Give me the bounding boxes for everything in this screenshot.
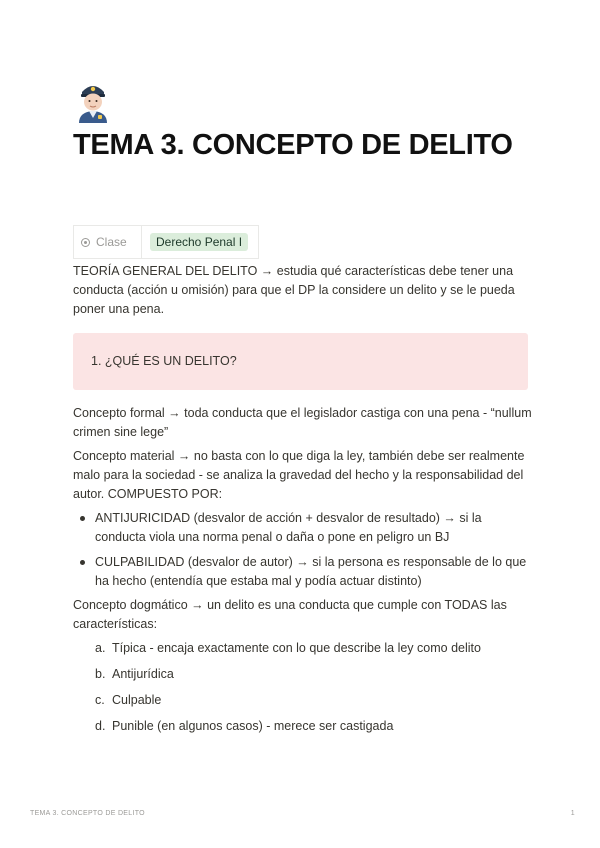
- list-item-text: Típica - encaja exactamente con lo que describe la ley como delito: [112, 641, 481, 655]
- select-circle-icon: [81, 238, 90, 247]
- bullet-list: [73, 509, 533, 597]
- clase-tag[interactable]: Derecho Penal I: [150, 233, 248, 251]
- list-item-text: Antijurídica: [112, 667, 174, 681]
- list-item-text: Punible (en algunos casos) - merece ser castigada: [112, 719, 394, 733]
- bullet-text: CULPABILIDAD (desvalor de autor) → si la persona es responsable de lo que ha hecho (entendía que estaba mal y podía actuar distinto): [95, 555, 527, 588]
- callout-block: [73, 333, 528, 390]
- callout-heading: 1. ¿QUÉ ES UN DELITO?: [91, 354, 237, 368]
- list-item-text: Culpable: [112, 693, 162, 707]
- concepto-formal-paragraph: Concepto formal → toda conducta que el legislador castiga con una pena - “nullum crimen sine lege”: [73, 406, 532, 439]
- list-item: [73, 553, 533, 591]
- list-marker: b.: [95, 667, 106, 681]
- bullet-icon: [80, 560, 85, 565]
- property-label: Clase: [96, 235, 127, 249]
- property-value-cell[interactable]: [142, 226, 258, 258]
- ordered-list: [73, 639, 533, 743]
- list-marker: c.: [95, 693, 105, 707]
- intro-paragraph: TEORÍA GENERAL DEL DELITO → estudia qué características debe tener una conducta (acción u omisión) para que el DP la considere un delito y se le pueda poner una pena.: [73, 264, 515, 316]
- footer-title: TEMA 3. CONCEPTO DE DELITO: [30, 810, 145, 817]
- property-name-cell: [74, 226, 142, 258]
- concepto-material-paragraph: Concepto material → no basta con lo que diga la ley, también debe ser realmente malo para la sociedad - se analiza la gravedad del hecho y la responsabilidad del autor. COMPUESTO POR:: [73, 449, 525, 501]
- list-marker: d.: [95, 719, 106, 733]
- list-item: [73, 509, 533, 547]
- police-officer-emoji-icon: [73, 78, 113, 124]
- property-table: [73, 225, 259, 259]
- list-item: [73, 665, 533, 691]
- page-footer: [30, 810, 575, 817]
- list-item: [73, 691, 533, 717]
- page-number: 1: [570, 810, 575, 817]
- page-title: TEMA 3. CONCEPTO DE DELITO: [73, 129, 513, 161]
- list-marker: a.: [95, 641, 106, 655]
- list-item: [73, 639, 533, 665]
- bullet-icon: [80, 516, 85, 521]
- concepto-dogmatico-paragraph: Concepto dogmático → un delito es una conducta que cumple con TODAS las características:: [73, 598, 507, 631]
- bullet-text: ANTIJURICIDAD (desvalor de acción + desvalor de resultado) → si la conducta viola una norma penal o daña o pone en peligro un BJ: [95, 511, 482, 544]
- list-item: [73, 717, 533, 743]
